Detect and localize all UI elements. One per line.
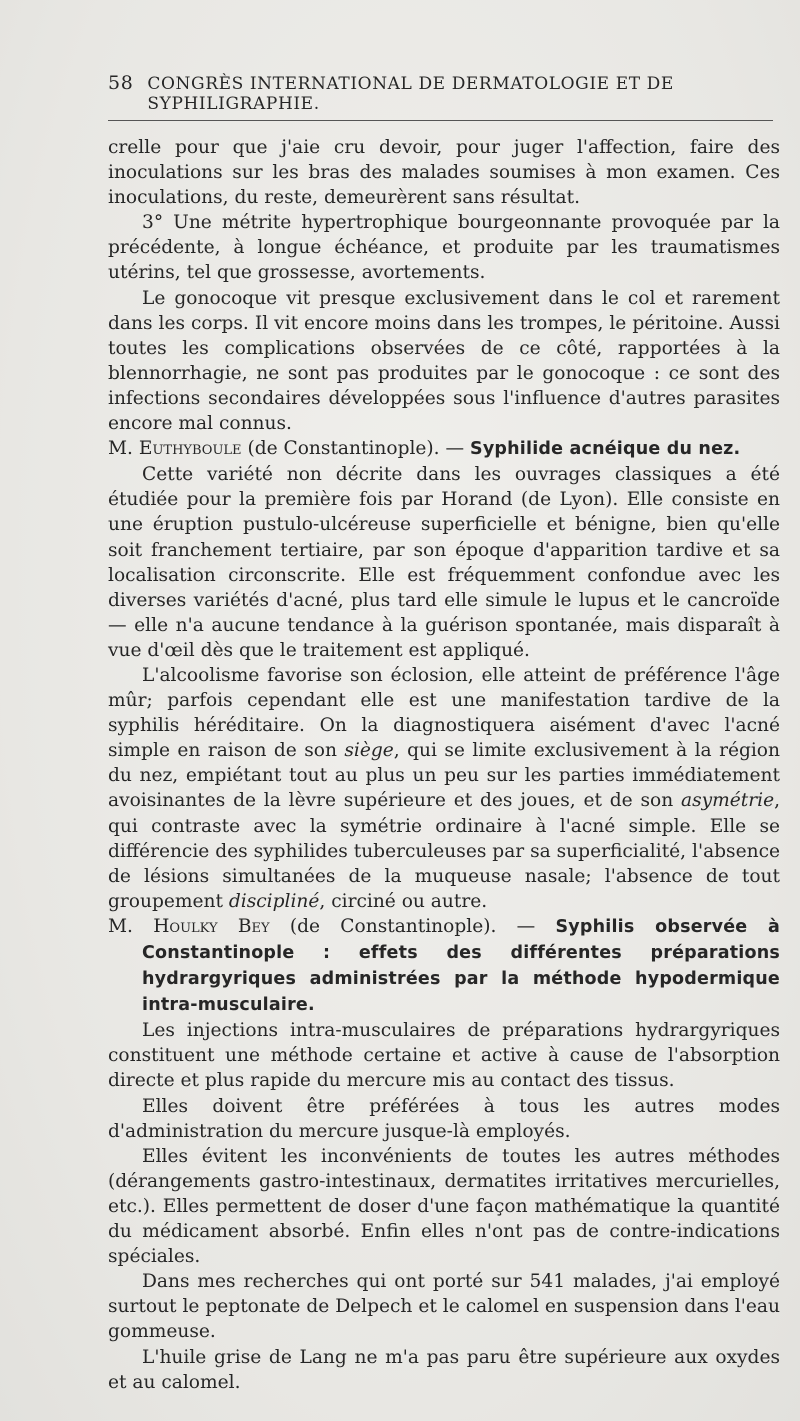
article-title: Syphilis observée à Constantinople : effets des différentes préparations hydrargyriques administrées par la méthode hypodermique intra-musculaire. bbox=[142, 916, 780, 1016]
paragraph: crelle pour que j'aie cru devoir, pour juger l'affection, faire des inoculations sur les bras des malades soumises à mon examen. Ces inoculations, du reste, demeurèrent sans résultat. bbox=[108, 137, 780, 209]
emphasis: discipliné bbox=[228, 890, 320, 912]
paragraph: Les injections intra-musculaires de préparations hydrargyriques constituent une méthode certaine et active à cause de l'absorption directe et plus rapide du mercure mis au contact des tissus. bbox=[108, 1020, 780, 1092]
author-name: Euthyboule bbox=[138, 438, 242, 460]
author-place: (de Constantinople). — bbox=[269, 915, 556, 937]
text-run: L'alcoolisme favorise son éclosion, elle atteint de préférence l'âge mûr; parfois cependant elle est une manifestation tardive de la syphilis héréditaire. On la diagnostiquera aisément d'avec l'acné simple en raison de son bbox=[108, 664, 780, 762]
emphasis: siège bbox=[344, 740, 394, 762]
author-place: (de Constantinople). — bbox=[241, 438, 471, 460]
paragraph: Elles doivent être préférées à tous les autres modes d'administration du mercure jusque-là employés. bbox=[108, 1095, 780, 1142]
paragraph bbox=[108, 663, 780, 914]
running-header bbox=[108, 72, 778, 114]
emphasis: asymétrie bbox=[681, 790, 775, 812]
page-body bbox=[108, 135, 780, 1395]
paragraph: 3° Une métrite hypertrophique bourgeonnante provoquée par la précédente, à longue échéance, et produite par les traumatismes utérins, tel que grossesse, avortements. bbox=[108, 212, 780, 284]
paragraph: Cette variété non décrite dans les ouvrages classiques a été étudiée pour la première fois par Horand (de Lyon). Elle consiste en une éruption pustulo-ulcéreuse superficielle et bénigne, bien qu'elle soit franchement tertiaire, par son époque d'apparition tardive et sa localisation circonscrite. Elle est fréquemment confondue avec les diverses variétés d'acné, plus tard elle simule le lupus et le cancroïde — elle n'a aucune tendance à la guérison spontanée, mais disparaît à vue d'œil dès que le traitement est appliqué. bbox=[108, 464, 780, 661]
text-run: , qui se limite exclusivement à la région du nez, empiétant tout au plus un peu sur les parties immédiatement avoisinantes de la lèvre supérieure et des joues, et de son bbox=[108, 740, 780, 812]
heading-prefix: M. bbox=[108, 915, 154, 937]
paragraph: Dans mes recherches qui ont porté sur 541 malades, j'ai employé surtout le peptonate de Delpech et le calomel en suspension dans l'eau gommeuse. bbox=[108, 1271, 780, 1343]
running-title: CONGRÈS INTERNATIONAL DE DERMATOLOGIE ET DE SYPHILIGRAPHIE. bbox=[147, 74, 674, 114]
article-title: Syphilide acnéique du nez. bbox=[470, 439, 741, 460]
author-name: Houlky Bey bbox=[153, 915, 270, 937]
page-number: 58 bbox=[108, 72, 134, 94]
text-run: , qui contraste avec la symétrie ordinaire à l'acné simple. Elle se différencie des syphilides tuberculeuses par sa superficialité, l'absence de lésions simultanées de la muqueuse nasale; l'absence de tout groupement bbox=[108, 790, 780, 912]
heading-prefix: M. bbox=[108, 438, 139, 460]
paragraph: L'huile grise de Lang ne m'a pas paru être supérieure aux oxydes et au calomel. bbox=[108, 1346, 780, 1393]
paragraph: Le gonocoque vit presque exclusivement dans le col et rarement dans les corps. Il vit encore moins dans les trompes, le péritoine. Aussi toutes les complications observées de ce côté, rapportées à la blennorrhagie, ne sont pas produites par le gonocoque : ce sont des infections secondaires développées sous l'influence d'autres parasites encore mal connus. bbox=[108, 287, 780, 435]
text-run: , circiné ou autre. bbox=[319, 890, 488, 912]
section-heading bbox=[108, 436, 780, 462]
section-heading bbox=[108, 914, 780, 1018]
paragraph: Elles évitent les inconvénients de toutes les autres méthodes (dérangements gastro-intestinaux, dermatites irritatives mercurielles, etc.). Elles permettent de doser d'une façon mathématique la quantité du médicament absorbé. Enfin elles n'ont pas de contre-indications spéciales. bbox=[108, 1145, 780, 1268]
header-rule bbox=[108, 120, 773, 121]
